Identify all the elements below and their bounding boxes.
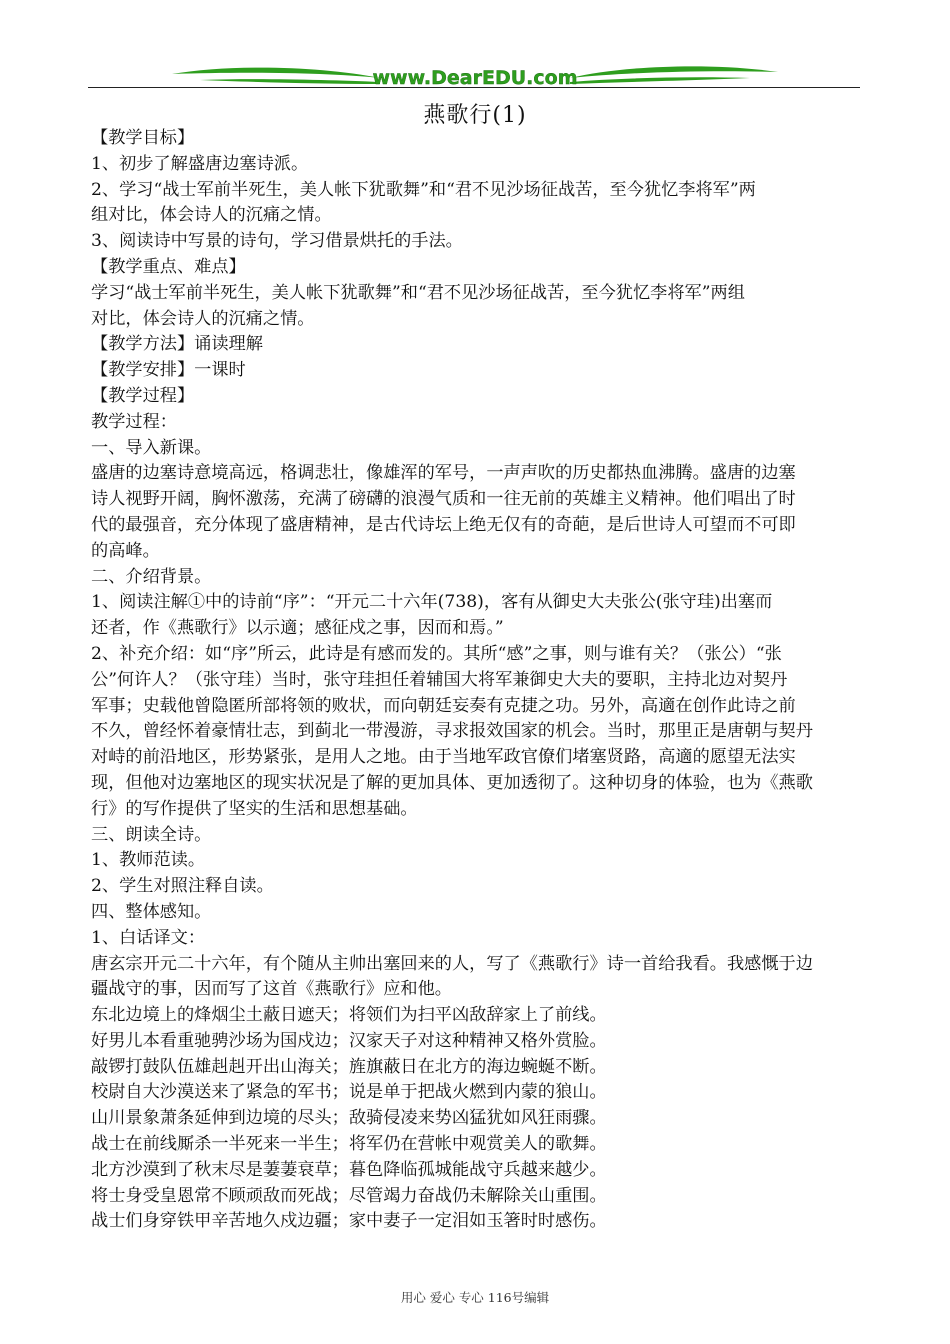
text-line: 军事；史载他曾隐匿所部将领的败状，而向朝廷妄奏有克捷之功。另外，高適在创作此诗之前 [91, 695, 796, 716]
text-line: 2、学习“战士军前半死生，美人帐下犹歌舞”和“君不见沙场征战苦，至今犹忆李将军”两 [91, 179, 756, 200]
text-line: 不久，曾经怀着豪情壮志，到蓟北一带漫游，寻求报效国家的机会。当时，那里正是唐朝与契丹 [91, 721, 813, 742]
site-logo-banner [170, 60, 780, 94]
text-line: 二、介绍背景。 [91, 566, 212, 587]
text-line: 行》的写作提供了坚实的生活和思想基础。 [91, 798, 418, 819]
text-line: 对比，体会诗人的沉痛之情。 [91, 308, 315, 329]
text-line: 1、阅读注解①中的诗前“序”：“开元二十六年(738)，客有从御史大夫张公(张守珪)出塞而 [91, 592, 773, 613]
text-line: 【教学方法】诵读理解 [91, 334, 263, 355]
text-line: 一、导入新课。 [91, 437, 212, 458]
text-line: 公”何许人？（张守珪）当时，张守珪担任着辅国大将军兼御史大夫的要职，主持北边对契丹 [91, 669, 788, 690]
text-line: 将士身受皇恩常不顾顽敌而死战；尽管竭力奋战仍未解除关山重围。 [91, 1185, 607, 1206]
text-line: 1、教师范读。 [91, 850, 206, 871]
text-line: 还者，作《燕歌行》以示適；感征戍之事，因而和焉。” [91, 618, 504, 639]
document-body [91, 126, 863, 1235]
text-line: 现，但他对边塞地区的现实状况是了解的更加具体、更加透彻了。这种切身的体验，也为《燕歌 [91, 772, 813, 793]
text-line: 教学过程： [91, 411, 177, 432]
text-line: 1、初步了解盛唐边塞诗派。 [91, 153, 309, 174]
text-line: 组对比，体会诗人的沉痛之情。 [91, 205, 332, 226]
header-rule [88, 87, 860, 88]
text-line: 敲锣打鼓队伍雄赳赳开出山海关；旌旗蔽日在北方的海边蜿蜒不断。 [91, 1056, 607, 1077]
text-line: 北方沙漠到了秋末尽是萋萋衰草；暮色降临孤城能战守兵越来越少。 [91, 1159, 607, 1180]
text-line: 【教学过程】 [91, 385, 195, 406]
page-footer: 用心 爱心 专心 116号编辑 [400, 1290, 550, 1305]
text-line: 东北边境上的烽烟尘土蔽日遮天；将领们为扫平凶敌辞家上了前线。 [91, 1005, 607, 1026]
text-line: 四、整体感知。 [91, 901, 212, 922]
text-line: 2、学生对照注释自读。 [91, 876, 274, 897]
text-line: 学习“战士军前半死生，美人帐下犹歌舞”和“君不见沙场征战苦，至今犹忆李将军”两组 [91, 282, 745, 303]
text-line: 三、朗读全诗。 [91, 824, 212, 845]
document-title: 燕歌行(1) [423, 103, 527, 128]
site-logo-text: www.DearEDU.com [372, 67, 578, 89]
text-line: 【教学安排】一课时 [91, 360, 246, 381]
text-line: 的高峰。 [91, 540, 160, 561]
text-line: 疆战守的事，因而写了这首《燕歌行》应和他。 [91, 979, 452, 1000]
text-line: 【教学目标】 [91, 128, 195, 148]
text-line: 2、补充介绍：如“序”所云，此诗是有感而发的。其所“感”之事，则与谁有关？（张公）“张 [91, 643, 782, 664]
text-line: 好男儿本看重驰骋沙场为国戍边；汉家天子对这种精神又格外赏脸。 [91, 1030, 607, 1051]
text-line: 3、阅读诗中写景的诗句，学习借景烘托的手法。 [91, 231, 463, 252]
text-line: 校尉自大沙漠送来了紧急的军书；说是单于把战火燃到内蒙的狼山。 [91, 1082, 607, 1103]
left-swoosh-icon [172, 68, 380, 78]
text-line: 对峙的前沿地区，形势紧张，是用人之地。由于当地军政官僚们堵塞贤路，高適的愿望无法实 [91, 747, 796, 768]
text-line: 诗人视野开阔，胸怀激荡，充满了磅礴的浪漫气质和一往无前的英雄主义精神。他们唱出了时 [91, 489, 796, 510]
text-line: 1、白话译文： [91, 927, 206, 948]
text-line: 山川景象萧条延伸到边境的尽头；敌骑侵凌来势凶猛犹如风狂雨骤。 [91, 1108, 607, 1129]
text-line: 战士在前线厮杀一半死来一半生；将军仍在营帐中观赏美人的歌舞。 [91, 1134, 607, 1155]
text-line: 战士们身穿铁甲辛苦地久戍边疆；家中妻子一定泪如玉箸时时感伤。 [91, 1211, 607, 1232]
text-line: 【教学重点、难点】 [91, 256, 246, 277]
text-line: 代的最强音，充分体现了盛唐精神，是古代诗坛上绝无仅有的奇葩，是后世诗人可望而不可即 [91, 514, 796, 535]
text-line: 唐玄宗开元二十六年，有个随从主帅出塞回来的人，写了《燕歌行》诗一首给我看。我感慨于边 [91, 953, 813, 974]
text-line: 盛唐的边塞诗意境高远，格调悲壮，像雄浑的军号，一声声吹的历史都热血沸腾。盛唐的边塞 [91, 463, 796, 484]
right-swoosh-icon [570, 66, 778, 78]
